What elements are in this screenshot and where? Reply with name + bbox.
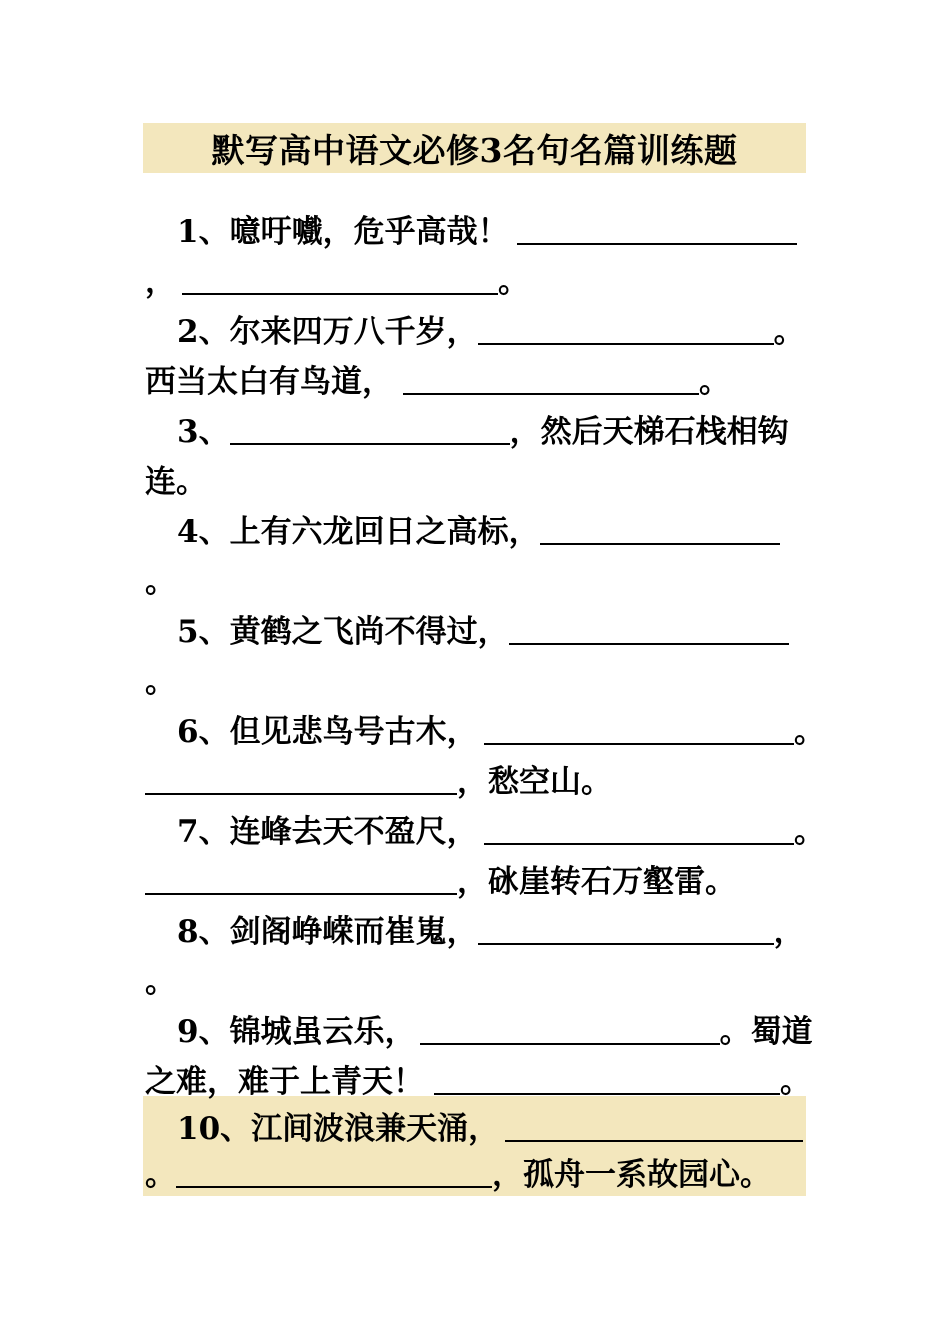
question-text: 黄鹤之飞尚不得过， — [229, 613, 509, 650]
question-text: 噫吁嚱，危乎高哉！ — [229, 213, 509, 250]
answer-blank[interactable] — [484, 813, 794, 845]
answer-blank[interactable] — [478, 913, 774, 945]
answer-blank[interactable] — [176, 1156, 492, 1188]
question-text: 。 — [498, 263, 529, 300]
question-number: 10、 — [177, 1110, 252, 1147]
question-text: 上有六龙回日之高标， — [229, 513, 540, 550]
question-text: 。蜀道 — [719, 1013, 813, 1050]
question-number: 7、 — [177, 813, 230, 850]
question-text: ， — [145, 263, 176, 300]
question-text: 。 — [145, 1156, 176, 1193]
question-text: 。 — [145, 963, 176, 1000]
question-text: 尔来四万八千岁， — [229, 313, 478, 350]
answer-blank[interactable] — [230, 413, 510, 445]
question-text: 之难，难于上青天！ — [145, 1063, 424, 1100]
question-text: 连。 — [145, 463, 207, 500]
answer-blank[interactable] — [540, 513, 780, 545]
question-number: 6、 — [177, 713, 230, 750]
question-text: 。 — [145, 663, 176, 700]
question-number: 3、 — [177, 413, 230, 450]
question-text: 。 — [699, 363, 730, 400]
answer-blank[interactable] — [403, 363, 699, 395]
question-text: 。 — [145, 563, 176, 600]
answer-blank[interactable] — [434, 1063, 780, 1095]
answer-blank[interactable] — [145, 763, 457, 795]
answer-blank[interactable] — [420, 1013, 720, 1045]
answer-blank[interactable] — [505, 1110, 803, 1142]
question-text: 。 — [773, 313, 805, 350]
question-number: 2、 — [177, 313, 230, 350]
question-text: 锦城虽云乐， — [229, 1013, 416, 1050]
question-text: ，砯崖转石万壑雷。 — [457, 863, 736, 900]
question-text: 江间波浪兼天涌， — [251, 1110, 500, 1147]
question-number: 1、 — [177, 213, 230, 250]
answer-blank[interactable] — [145, 863, 457, 895]
answer-blank[interactable] — [484, 713, 794, 745]
question-text: ， — [773, 913, 805, 950]
answer-blank[interactable] — [509, 613, 789, 645]
answer-blank[interactable] — [182, 263, 498, 295]
question-text: ，愁空山。 — [457, 763, 612, 800]
question-text: ，然后天梯石栈相钩 — [509, 413, 789, 450]
question-text: 。 — [794, 813, 825, 850]
question-number: 9、 — [177, 1013, 230, 1050]
question-text: 剑阁峥嵘而崔嵬， — [229, 913, 478, 950]
title-bar — [143, 123, 806, 173]
question-number: 5、 — [177, 613, 230, 650]
page-title: 默写高中语文必修3名句名篇训练题 — [211, 130, 738, 170]
answer-blank[interactable] — [517, 213, 797, 245]
question-number: 8、 — [177, 913, 230, 950]
question-number: 4、 — [177, 513, 230, 550]
question-text: 但见悲鸟号古木， — [229, 713, 478, 750]
question-text: 。 — [794, 713, 825, 750]
question-text: 连峰去天不盈尺， — [229, 813, 478, 850]
question-text: 。 — [780, 1063, 811, 1100]
question-text: ，孤舟一系故园心。 — [492, 1156, 771, 1193]
answer-blank[interactable] — [478, 313, 774, 345]
question-text: 西当太白有鸟道， — [145, 363, 393, 400]
